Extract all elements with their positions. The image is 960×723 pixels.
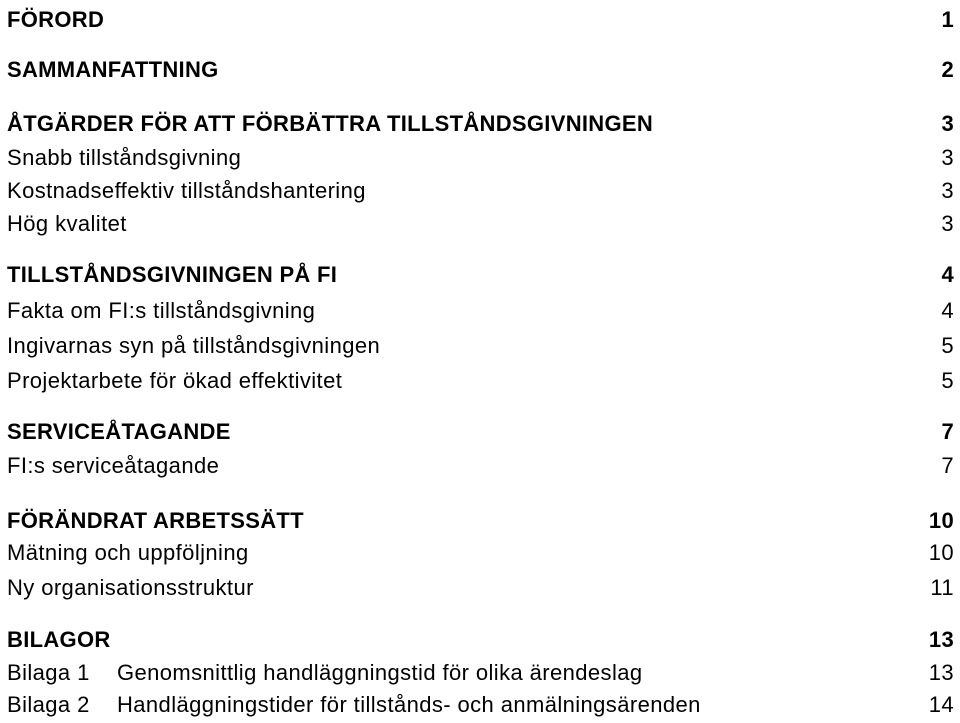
toc-entry-title: Kostnadseffektiv tillståndshantering	[7, 178, 366, 203]
toc-entry-title: FÖRORD	[7, 7, 105, 32]
toc-entry-fi-serviceatagande[interactable]	[7, 451, 954, 481]
toc-entry-title: Fakta om FI:s tillståndsgivning	[7, 298, 316, 323]
toc-entry-page: 7	[941, 419, 954, 444]
toc-entry-tillstandsgivningen-pa-fi[interactable]	[7, 260, 954, 290]
toc-entry-page: 3	[941, 178, 954, 203]
toc-entry-page: 1	[941, 7, 954, 32]
toc-entry-title: FÖRÄNDRAT ARBETSSÄTT	[7, 508, 304, 533]
toc-entry-page: 13	[928, 627, 954, 652]
toc-entry-title: ÅTGÄRDER FÖR ATT FÖRBÄTTRA TILLSTÅNDSGIVNINGEN	[7, 111, 654, 136]
toc-entry-bilaga-2[interactable]	[7, 690, 954, 720]
toc-entry-title: Ny organisationsstruktur	[7, 575, 254, 600]
toc-entry-forandrat-arbetssatt[interactable]	[7, 506, 954, 536]
toc-entry-hog-kvalitet[interactable]	[7, 209, 954, 239]
toc-entry-page: 7	[941, 453, 954, 478]
toc-entry-title: Hög kvalitet	[7, 211, 127, 236]
toc-entry-page: 3	[941, 145, 954, 170]
toc-entry-title: Snabb tillståndsgivning	[7, 145, 242, 170]
toc-entry-serviceatagande[interactable]	[7, 417, 954, 447]
toc-entry-page: 2	[941, 57, 954, 82]
toc-entry-title: Ingivarnas syn på tillståndsgivningen	[7, 333, 381, 358]
toc-entry-sammanfattning[interactable]	[7, 55, 954, 85]
toc-entry-title: FI:s serviceåtagande	[7, 453, 220, 478]
toc-entry-title: Mätning och uppföljning	[7, 540, 249, 565]
toc-entry-fakta-om-fi[interactable]	[7, 296, 954, 326]
toc-entry-title: Handläggningstider för tillstånds- och anmälningsärenden	[117, 692, 701, 717]
toc-entry-projektarbete[interactable]	[7, 366, 954, 396]
toc-entry-page: 13	[928, 660, 954, 685]
toc-entry-appendix-label: Bilaga 1	[7, 660, 90, 685]
toc-entry-bilaga-1[interactable]	[7, 658, 954, 688]
toc-entry-matning-och-uppfoljning[interactable]	[7, 538, 954, 568]
toc-entry-page: 14	[928, 692, 954, 717]
toc-entry-atgarder[interactable]	[7, 109, 954, 139]
toc-entry-page: 11	[930, 575, 954, 600]
toc-entry-page: 3	[941, 111, 954, 136]
toc-entry-page: 5	[941, 333, 954, 358]
toc-entry-ny-organisationsstruktur[interactable]	[7, 573, 954, 603]
toc-entry-page: 4	[941, 298, 954, 323]
toc-entry-appendix-label: Bilaga 2	[7, 692, 90, 717]
toc-entry-page: 5	[941, 368, 954, 393]
toc-entry-page: 10	[928, 508, 954, 533]
toc-entry-ingivarnas-syn[interactable]	[7, 331, 954, 361]
toc-entry-title: BILAGOR	[7, 627, 111, 652]
toc-entry-title: Projektarbete för ökad effektivitet	[7, 368, 343, 393]
toc-entry-title: TILLSTÅNDSGIVNINGEN PÅ FI	[7, 262, 338, 287]
toc-entry-page: 4	[941, 262, 954, 287]
toc-entry-title: SAMMANFATTNING	[7, 57, 219, 82]
toc-entry-page: 3	[941, 211, 954, 236]
toc-entry-bilagor[interactable]	[7, 625, 954, 655]
toc-entry-forord[interactable]	[7, 5, 954, 35]
toc-entry-title: Genomsnittlig handläggningstid för olika ärendeslag	[117, 660, 643, 685]
toc-entry-title: SERVICEÅTAGANDE	[7, 419, 231, 444]
toc-entry-kostnadseffektiv[interactable]	[7, 176, 954, 206]
toc-entry-snabb-tillstandsgivning[interactable]	[7, 143, 954, 173]
toc-entry-page: 10	[928, 540, 954, 565]
